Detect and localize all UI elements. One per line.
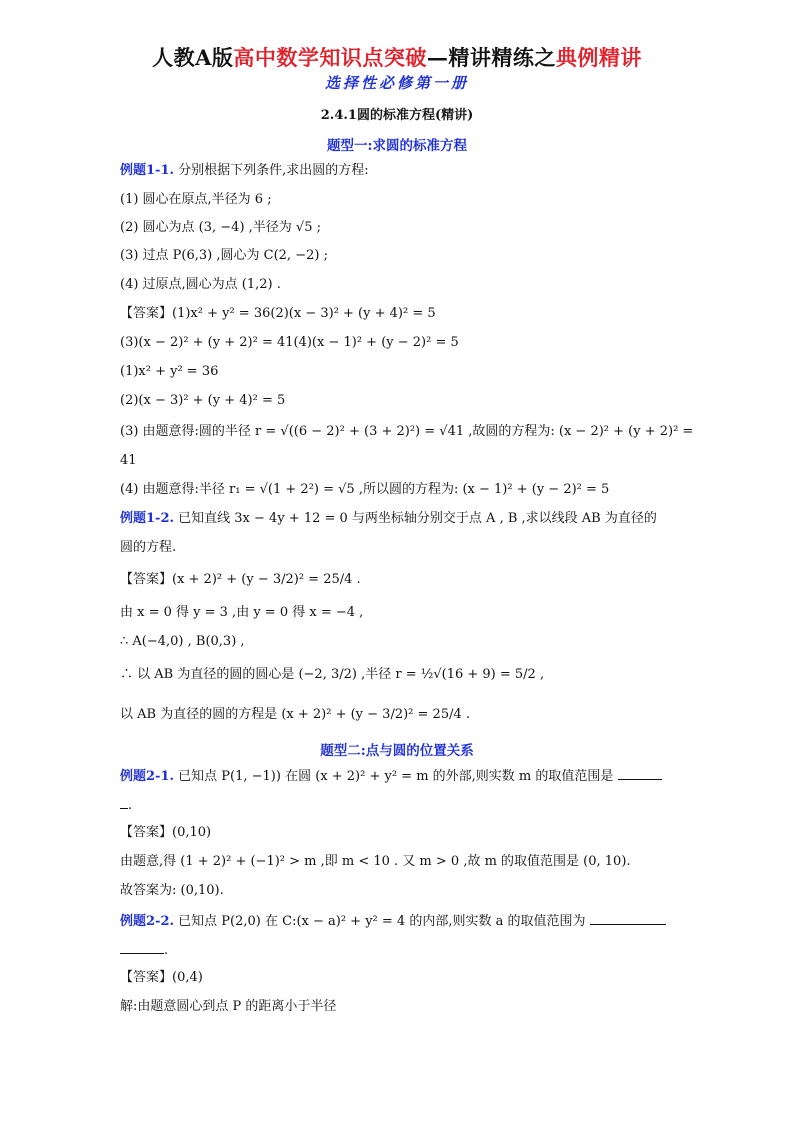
- solution-line: 故答案为: (0,10).: [120, 883, 224, 898]
- condition-line: (4) 过原点,圆心为点 (1,2) .: [120, 277, 281, 292]
- example-1-1: [120, 163, 369, 179]
- title-part-2: 高中数学知识点突破: [233, 45, 427, 70]
- example-label: 例题1-2.: [120, 511, 175, 526]
- answer-line: 【答案】(x + 2)² + (y − 3/2)² = 25/4 .: [120, 572, 361, 587]
- title-part-3: —精讲精练之: [426, 45, 556, 70]
- document-title: [0, 42, 794, 72]
- solution-line: 解:由题意圆心到点 P 的距离小于半径: [120, 999, 337, 1014]
- answer-blank: [618, 767, 662, 780]
- answer-blank: [590, 912, 666, 925]
- title-part-4: 典例精讲: [555, 45, 642, 70]
- title-part-1: 人教A版: [152, 45, 234, 70]
- answer-blank: [120, 941, 164, 954]
- condition-line: (1) 圆心在原点,半径为 6 ;: [120, 192, 272, 207]
- answer-line: 【答案】(1)x² + y² = 36(2)(x − 3)² + (y + 4)² = 5: [120, 306, 436, 321]
- solution-line: 以 AB 为直径的圆的方程是 (x + 2)² + (y − 3/2)² = 25/4 .: [120, 707, 471, 722]
- solution-line: (1)x² + y² = 36: [120, 364, 219, 379]
- solution-line: (4) 由题意得:半径 r₁ = √(1 + 2²) = √5 ,所以圆的方程为: (x − 1)² + (y − 2)² = 5: [120, 482, 610, 497]
- solution-line: (3) 由题意得:圆的半径 r = √((6 − 2)² + (3 + 2)²) = √41 ,故圆的方程为: (x − 2)² + (y + 2)² =: [120, 424, 694, 439]
- example-label: 例题1-1.: [120, 163, 175, 178]
- answer-line: 【答案】(0,10): [120, 825, 212, 840]
- solution-line: ∴ 以 AB 为直径的圆的圆心是 (−2, 3/2) ,半径 r = ½√(16 + 9) = 5/2 ,: [120, 667, 545, 682]
- example-text: 已知直线 3x − 4y + 12 = 0 与两坐标轴分别交于点 A , B ,求以线段 AB 为直径的: [178, 511, 657, 526]
- solution-line: 由题意,得 (1 + 2)² + (−1)² > m ,即 m < 10 . 又 m > 0 ,故 m 的取值范围是 (0, 10).: [120, 854, 631, 869]
- blank-continued: [120, 941, 168, 959]
- solution-line: 41: [120, 453, 137, 468]
- example-2-1: [120, 767, 662, 785]
- answer-line: 【答案】(0,4): [120, 970, 203, 985]
- example-label: 例题2-1.: [120, 769, 175, 784]
- example-text: 已知点 P(2,0) 在 C:(x − a)² + y² = 4 的内部,则实数 a 的取值范围为: [178, 914, 586, 929]
- solution-line: (2)(x − 3)² + (y + 4)² = 5: [120, 393, 286, 408]
- condition-line: (2) 圆心为点 (3, −4) ,半径为 √5 ;: [120, 220, 321, 235]
- solution-line: 由 x = 0 得 y = 3 ,由 y = 0 得 x = −4 ,: [120, 605, 364, 620]
- example-2-2: [120, 912, 666, 930]
- example-text: 已知点 P(1, −1)) 在圆 (x + 2)² + y² = m 的外部,则实数 m 的取值范围是: [178, 769, 614, 784]
- blank-continued: [120, 796, 132, 814]
- example-label: 例题2-2.: [120, 914, 175, 929]
- document-subtitle: 选择性必修第一册: [324, 74, 469, 92]
- example-1-2: [120, 511, 657, 527]
- example-text: 分别根据下列条件,求出圆的方程:: [178, 163, 369, 178]
- answer-line: (3)(x − 2)² + (y + 2)² = 41(4)(x − 1)² + (y − 2)² = 5: [120, 335, 459, 350]
- section-heading: 2.4.1圆的标准方程(精讲): [320, 108, 474, 123]
- answer-blank: [120, 796, 128, 809]
- solution-line: ∴ A(−4,0) , B(0,3) ,: [120, 634, 245, 649]
- topic-heading-2: 题型二:点与圆的位置关系: [320, 743, 474, 759]
- topic-heading-1: 题型一:求圆的标准方程: [327, 138, 467, 154]
- example-text-continued: 圆的方程.: [120, 540, 177, 555]
- period: .: [128, 798, 133, 813]
- condition-line: (3) 过点 P(6,3) ,圆心为 C(2, −2) ;: [120, 248, 328, 263]
- period: .: [164, 943, 169, 958]
